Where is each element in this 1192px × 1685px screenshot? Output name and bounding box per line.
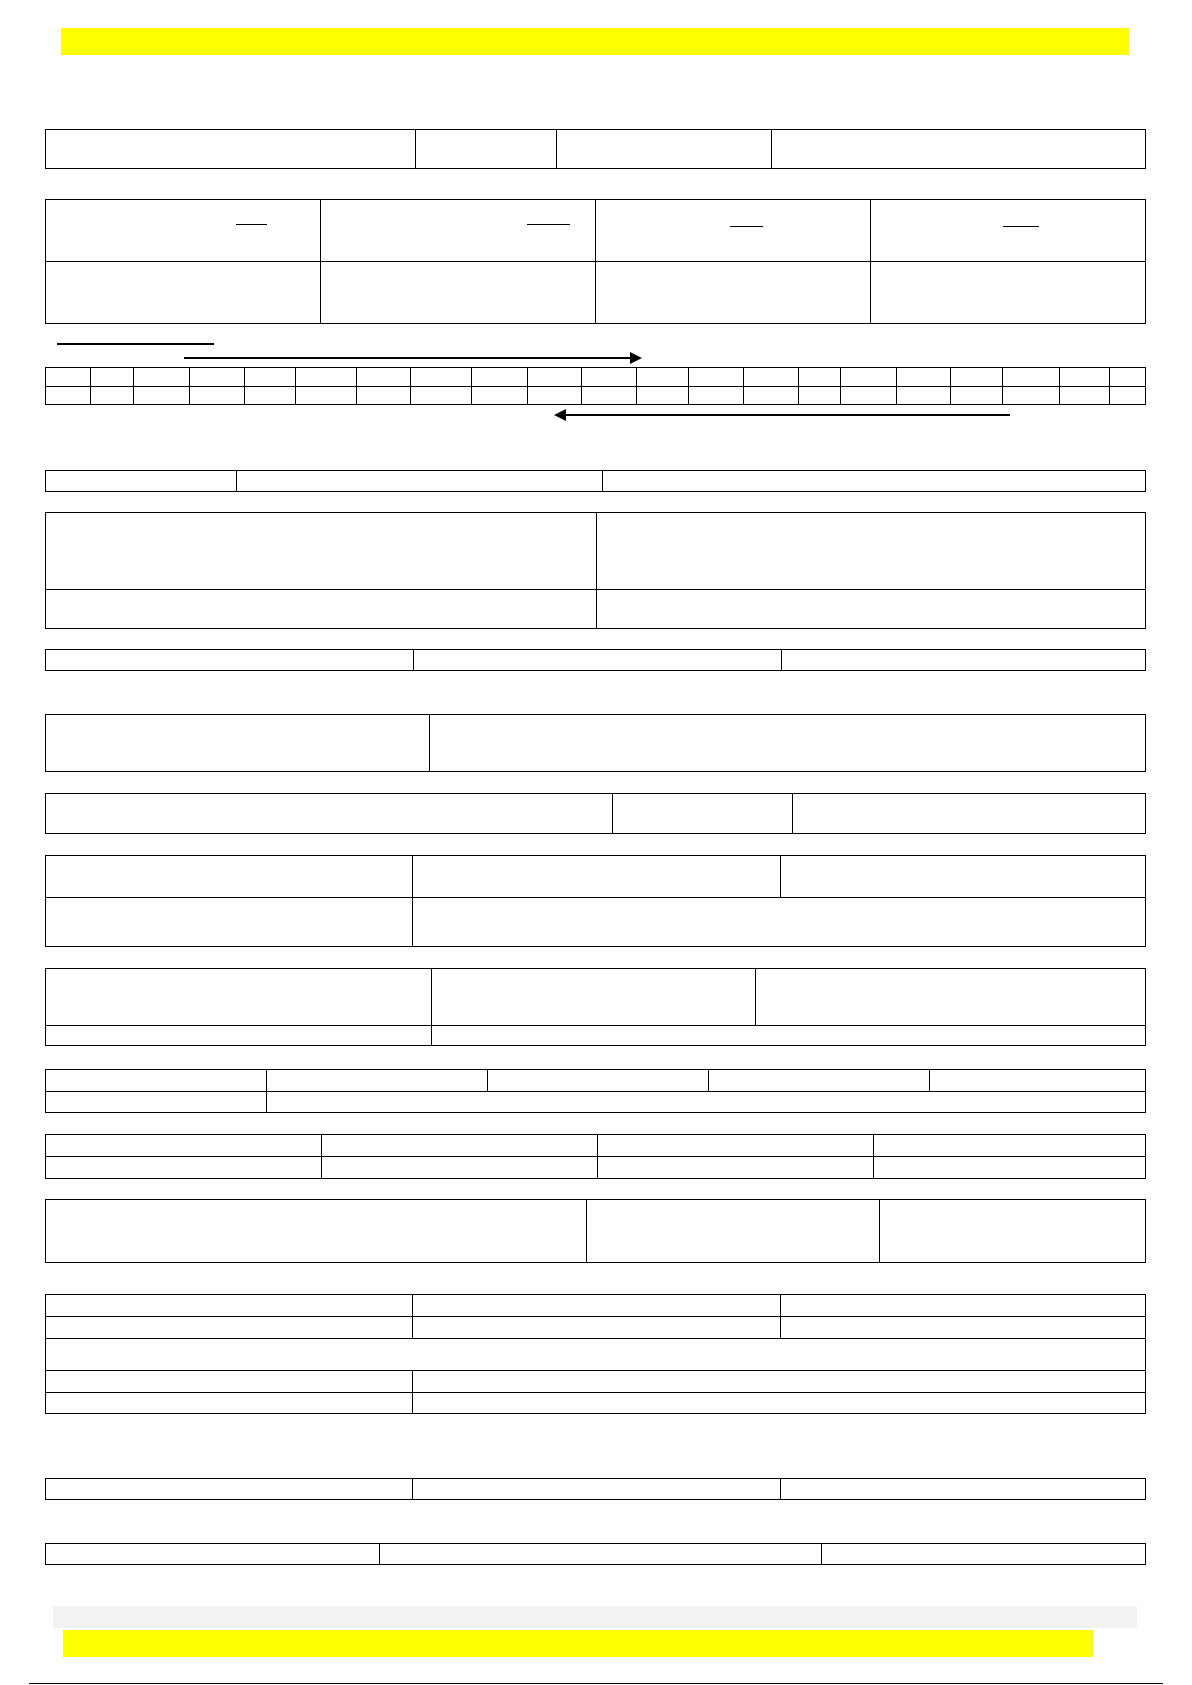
field-cell[interactable] [46,715,430,772]
field-cell[interactable] [46,130,416,169]
field-cell[interactable] [772,130,1146,169]
field-cell[interactable] [874,1135,1146,1157]
timeline-cell[interactable] [799,386,841,405]
mixed-field-table [45,855,1146,947]
field-cell[interactable] [46,1371,413,1393]
underline-mark [236,224,267,225]
underline-mark [1003,226,1039,227]
info-row-table [45,470,1146,492]
timeline-cell[interactable] [897,386,951,405]
field-cell[interactable] [267,1091,1146,1113]
field-cell[interactable] [597,590,1146,629]
field-cell[interactable] [414,650,782,671]
field-cell[interactable] [46,1135,322,1157]
three-column-row-table [45,649,1146,671]
timeline-cell[interactable] [582,386,637,405]
timeline-cell[interactable] [296,368,357,387]
timeline-cell[interactable] [245,368,296,387]
two-column-table [45,512,1146,629]
timeline-cell[interactable] [841,368,897,387]
underline-mark [730,226,763,227]
field-cell[interactable] [413,898,1146,947]
field-cell[interactable] [709,1070,930,1092]
field-cell[interactable] [46,1295,413,1317]
approval-table [45,1199,1146,1263]
timeline-cell[interactable] [357,368,411,387]
field-cell[interactable] [793,794,1146,834]
timeline-cell[interactable] [245,386,296,405]
field-cell[interactable] [416,130,557,169]
field-cell[interactable] [432,969,756,1026]
field-cell[interactable] [871,262,1146,324]
field-cell[interactable] [267,1070,488,1092]
timeline-cell[interactable] [91,368,134,387]
field-cell[interactable] [781,1479,1146,1500]
timeline-cell[interactable] [46,368,91,387]
timeline-cell[interactable] [411,386,472,405]
field-cell[interactable] [46,1026,432,1046]
timeline-cell[interactable] [744,368,799,387]
field-cell[interactable] [46,898,413,947]
field-cell[interactable] [756,969,1146,1026]
timeline-cell[interactable] [91,386,134,405]
timeline-cell[interactable] [744,386,799,405]
field-cell[interactable] [46,856,413,898]
field-cell[interactable] [597,513,1146,590]
field-cell[interactable] [880,1200,1146,1263]
field-cell[interactable] [46,1393,413,1414]
timeline-cell[interactable] [689,368,744,387]
field-cell[interactable] [322,1135,598,1157]
field-cell[interactable] [488,1070,709,1092]
field-cell[interactable] [430,715,1146,772]
field-cell[interactable] [46,1200,587,1263]
timeline-cell[interactable] [689,386,744,405]
timeline-cell[interactable] [1060,368,1110,387]
section-underline [57,343,214,345]
timeline-cell[interactable] [472,368,528,387]
timeline-cell[interactable] [1110,386,1146,405]
field-cell[interactable] [930,1070,1146,1092]
left-arrow-icon [552,408,1012,422]
five-column-table [45,1069,1146,1113]
field-cell[interactable] [874,1157,1146,1179]
timeline-cell[interactable] [296,386,357,405]
field-cell[interactable] [596,262,871,324]
timeline-cell[interactable] [951,386,1003,405]
field-cell[interactable] [781,1317,1146,1339]
field-cell[interactable] [413,1317,781,1339]
field-cell[interactable] [46,1479,413,1500]
field-cell[interactable] [603,471,1146,492]
bottom-highlight-banner [63,1630,1093,1657]
timeline-cell[interactable] [46,386,91,405]
timeline-cell[interactable] [1060,386,1110,405]
final-row-table [45,1543,1146,1565]
field-cell[interactable] [598,1157,874,1179]
timeline-cell[interactable] [528,386,582,405]
field-cell[interactable] [782,650,1146,671]
timeline-cell[interactable] [1110,368,1146,387]
timeline-cell[interactable] [637,386,689,405]
field-cell[interactable] [413,1295,781,1317]
field-cell[interactable] [413,1371,1146,1393]
timeline-cell[interactable] [134,368,190,387]
field-cell[interactable] [781,1295,1146,1317]
field-cell[interactable] [46,794,613,834]
field-cell[interactable] [598,1135,874,1157]
timeline-cell[interactable] [190,368,245,387]
right-arrow-icon [184,351,644,365]
field-cell[interactable] [46,969,432,1026]
timeline-cell[interactable] [472,386,528,405]
field-cell[interactable] [46,590,597,629]
timeline-cell[interactable] [582,368,637,387]
timeline-grid-table [45,367,1146,405]
timeline-cell[interactable] [528,368,582,387]
page-bottom-rule [29,1683,1163,1684]
signature-field-table [45,968,1146,1046]
field-cell[interactable] [781,856,1146,898]
field-cell[interactable] [46,1091,267,1113]
timeline-cell[interactable] [637,368,689,387]
timeline-cell[interactable] [841,386,897,405]
field-cell[interactable] [46,1544,380,1565]
field-cell[interactable] [46,650,414,671]
timeline-cell[interactable] [357,386,411,405]
timeline-cell[interactable] [1003,368,1060,387]
field-cell[interactable] [46,262,321,324]
timeline-cell[interactable] [411,368,472,387]
field-cell[interactable] [432,1026,1146,1046]
footer-strip [53,1606,1137,1628]
top-highlight-banner [61,28,1129,55]
field-cell[interactable] [46,1339,1146,1371]
field-cell[interactable] [46,1317,413,1339]
timeline-cell[interactable] [190,386,245,405]
field-cell[interactable] [46,200,321,262]
timeline-cell[interactable] [951,368,1003,387]
field-cell[interactable] [321,262,596,324]
field-cell[interactable] [822,1544,1146,1565]
timeline-cell[interactable] [1003,386,1060,405]
field-cell[interactable] [596,200,871,262]
four-column-table [45,1134,1146,1179]
timeline-cell[interactable] [134,386,190,405]
underline-mark [527,224,570,225]
field-cell[interactable] [587,1200,880,1263]
field-cell[interactable] [46,513,597,590]
summary-table [45,1294,1146,1414]
field-cell[interactable] [46,1070,267,1092]
footer-row-table [45,1478,1146,1500]
header-info-table [45,129,1146,169]
three-field-table [45,793,1146,834]
field-cell[interactable] [413,856,781,898]
field-cell[interactable] [321,200,596,262]
field-cell[interactable] [237,471,603,492]
timeline-cell[interactable] [799,368,841,387]
field-cell[interactable] [413,1479,781,1500]
field-cell[interactable] [613,794,793,834]
field-cell[interactable] [46,471,237,492]
label-value-table [45,714,1146,772]
field-cell[interactable] [46,1157,322,1179]
field-cell[interactable] [413,1393,1146,1414]
field-cell[interactable] [380,1544,822,1565]
details-grid-table [45,199,1146,324]
timeline-cell[interactable] [897,368,951,387]
field-cell[interactable] [322,1157,598,1179]
field-cell[interactable] [557,130,772,169]
field-cell[interactable] [871,200,1146,262]
